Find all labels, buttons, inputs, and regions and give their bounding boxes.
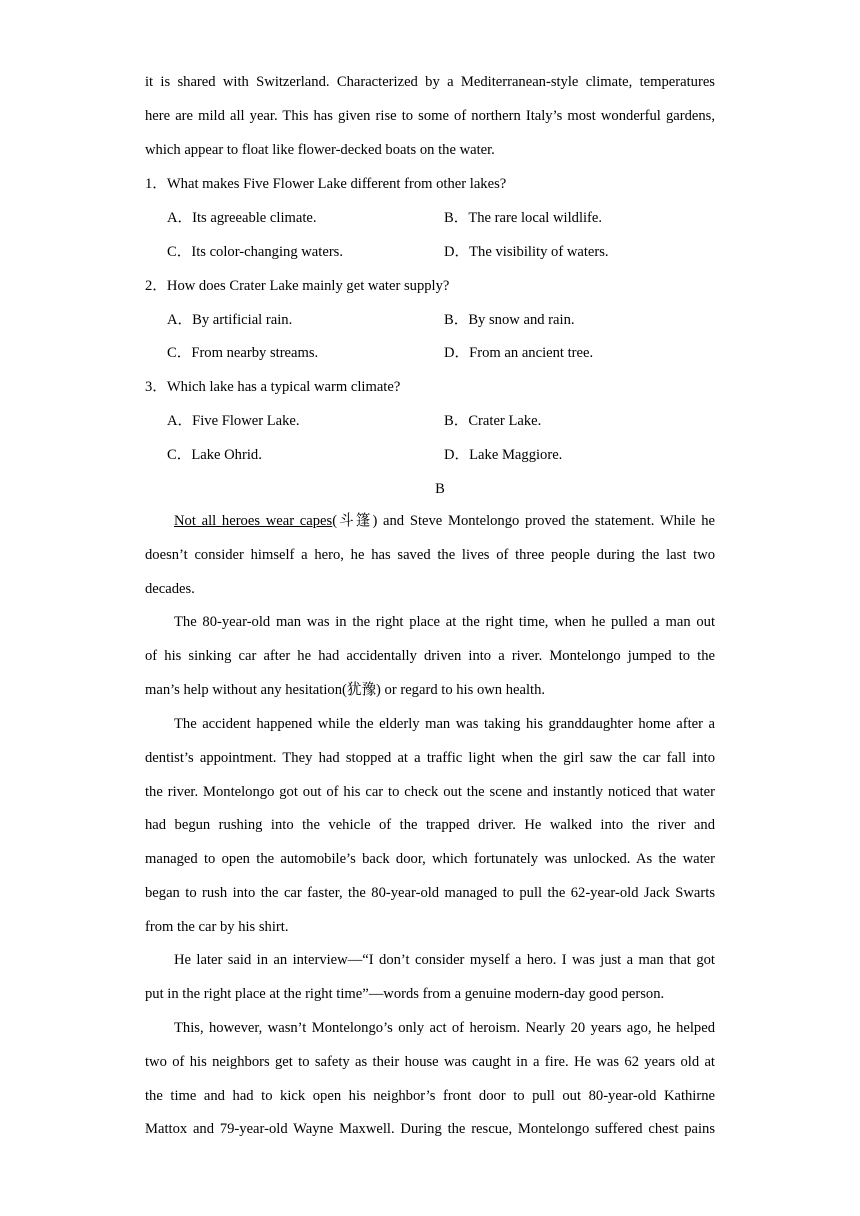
paragraph-5 — [145, 1012, 715, 1147]
question-number: 1． — [145, 176, 167, 192]
text-line: man’s help without any hesitation(犹豫) or regard to his own health. — [145, 681, 546, 698]
text-line: This, however, wasn’t Montelongo’s only act of heroism. Nearly 20 years ago, he helped — [174, 1020, 715, 1036]
section-heading: B — [435, 481, 445, 497]
text-line: two of his neighbors get to safety as their house was caught in a fire. He was 62 years old at — [145, 1053, 715, 1070]
text-line: He later said in an interview—“I don’t consider myself a hero. I was just a man that got — [174, 952, 715, 968]
option-3a: A．Five Flower Lake. — [167, 413, 300, 429]
text-line: dentist’s appointment. They had stopped at a traffic light when the girl saw the car fall into — [145, 749, 715, 766]
option-2b: B．By snow and rain. — [444, 312, 575, 328]
text-line — [145, 505, 715, 539]
question-text: What makes Five Flower Lake different from other lakes? — [166, 176, 507, 192]
option-3d: D．Lake Maggiore. — [444, 447, 563, 463]
text-line: managed to open the automobile’s back door, which fortunately was unlocked. As the water — [145, 851, 715, 868]
underlined-phrase: Not all heroes wear capes — [174, 513, 333, 529]
text-line: had begun rushing into the vehicle of the trapped driver. He walked into the river and — [145, 817, 715, 834]
question-1 — [145, 174, 506, 194]
option-2d: D．From an ancient tree. — [444, 345, 594, 361]
option-1c: C．Its color-changing waters. — [167, 244, 344, 260]
intro-paragraph — [145, 66, 715, 167]
option-1d: D．The visibility of waters. — [444, 244, 609, 260]
text-line: decades. — [145, 580, 195, 597]
paragraph-1 — [145, 505, 715, 606]
text-line: here are mild all year. This has given rise to some of northern Italy’s most wonderful gardens, — [145, 107, 715, 124]
question-2 — [145, 276, 449, 296]
text-line: the time and had to kick open his neighbor’s front door to pull out 80-year-old Kathirne — [145, 1087, 715, 1104]
text-line: The accident happened while the elderly man was taking his granddaughter home after a — [174, 716, 715, 732]
option-1a: A．Its agreeable climate. — [167, 210, 317, 226]
question-number: 2． — [145, 278, 167, 294]
option-1b: B．The rare local wildlife. — [444, 210, 603, 226]
question-text: Which lake has a typical warm climate? — [166, 379, 401, 395]
option-3b: B．Crater Lake. — [444, 413, 542, 429]
text-line: of his sinking car after he had accidentally driven into a river. Montelongo jumped to the — [145, 647, 715, 664]
text-line: from the car by his shirt. — [145, 918, 289, 935]
question-number: 3． — [145, 379, 167, 395]
option-3c: C．Lake Ohrid. — [167, 447, 262, 463]
text-line: The 80-year-old man was in the right place at the right time, when he pulled a man out — [174, 614, 715, 630]
question-text: How does Crater Lake mainly get water supply? — [166, 278, 450, 294]
text-line: began to rush into the car faster, the 80-year-old managed to pull the 62-year-old Jack Swarts — [145, 884, 715, 901]
paragraph-3 — [145, 708, 715, 945]
text-line: Mattox and 79-year-old Wayne Maxwell. During the rescue, Montelongo suffered chest pains — [145, 1121, 715, 1138]
text-line: which appear to float like flower-decked boats on the water. — [145, 141, 495, 158]
text-line: put in the right place at the right time”—words from a genuine modern-day good person. — [145, 985, 665, 1002]
option-2c: C．From nearby streams. — [167, 345, 319, 361]
text-span: (斗篷) and Steve Montelongo proved the statement. While he — [332, 513, 715, 529]
paragraph-2 — [145, 606, 715, 707]
question-3 — [145, 377, 400, 397]
text-line: doesn’t consider himself a hero, he has saved the lives of three people during the last two — [145, 546, 715, 563]
option-2a: A．By artificial rain. — [167, 312, 293, 328]
text-line: it is shared with Switzerland. Characterized by a Mediterranean-style climate, temperatures — [145, 74, 715, 90]
text-line: the river. Montelongo got out of his car to check out the scene and instantly noticed that water — [145, 783, 715, 800]
paragraph-4 — [145, 944, 715, 1012]
